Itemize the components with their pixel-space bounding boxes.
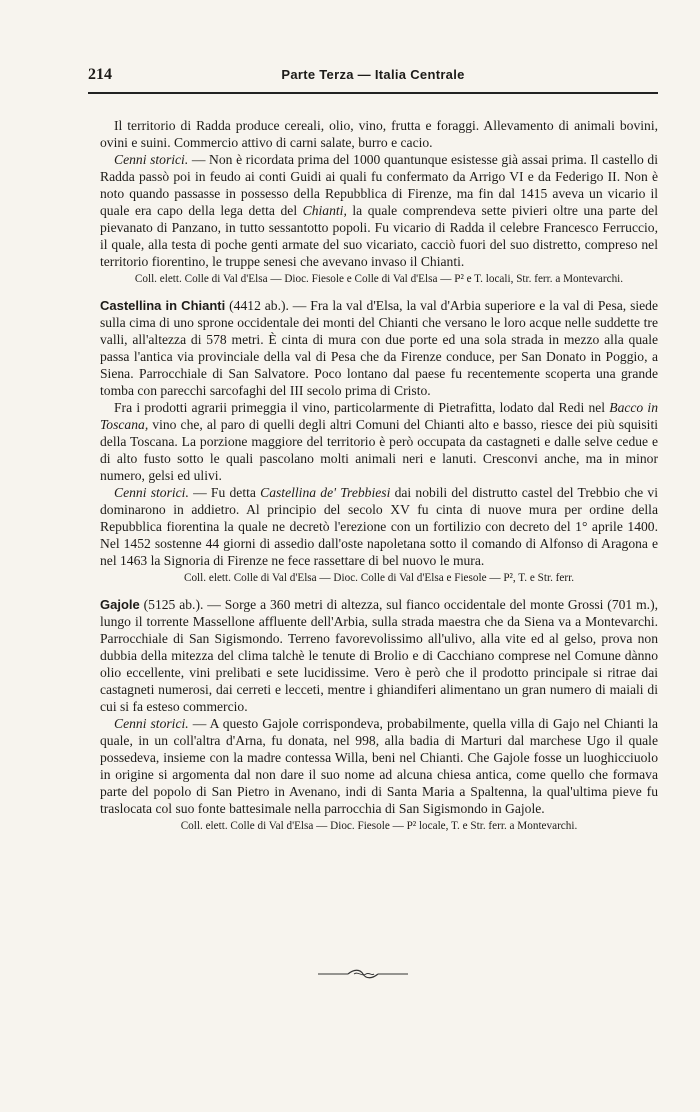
gajole-history-paragraph: Cenni storici. — A questo Gajole corrispondeva, probabilmente, quella villa di Gajo nel Chianti la quale, in un coll'altra d'Arna, fu donata, nel 998, alla badia di Marturi dal marchese Ugo il quale possedeva, insieme con la madre contessa Willa, beni nel Chianti. Che Gajole fosse un luoghicciuolo in origine si argomenta dal non dare il suo nome ad alcuna chiesa antica, come quello che formava parte del popolo di San Pietro in Avenano, indi di Santa Maria a Spaltenna, la qual'ultima pieve fu traslocata col suo fonte battesimale nella parrocchia di San Sigismondo in Gajole. (100, 716, 658, 816)
cenni-storici-label: Cenni storici. (114, 716, 189, 731)
radda-history-paragraph: Cenni storici. — Non è ricordata prima del 1000 quantunque esistesse già assai prima. Il castello di Radda passò poi in feudo ai conti Guidi ai quali fu confermato da Arrigo VI e da Federigo II. Non è noto quando passasse in possesso della Repubblica di Firenze, ma fin dal 1415 aveva un vicario il quale era capo della lega detta del Chianti, la quale comprendeva sette pivieri oltre una parte del pievanato di Panzano, in tutto sessantotto popoli. Fu vicario di Radda il celebre Francesco Ferruccio, il quale, alla testa di poche genti armate del suo vicariato, cacciò fuori del suo distretto, compreso nel territorio fiorentino, le truppe senesi che avevano invaso il Chianti. (100, 152, 659, 269)
tail-ornament-icon (318, 968, 408, 980)
radda-note: Coll. elett. Colle di Val d'Elsa — Dioc. Fiesole e Colle di Val d'Elsa — P² e T. locali, Str. ferr. a Montevarchi. (134, 273, 624, 285)
castellina-paragraph: Castellina in Chianti (4412 ab.). — Fra la val d'Elsa, la val d'Arbia superiore e la val di Pesa, siede sulla cima di uno sprone occidentale dei monti del Chianti che versano le loro acque nelle suddette tre valli, all'altezza di 578 metri. È cinta di mura con due porte ed una sola strada in mezzo alla quale passa l'antica via provinciale della val di Pesa che da Firenze conduce, per San Donato in Poggio, a Siena. Parrocchiale di San Salvatore. Poco lontano dal paese fu recentemente scoperta una grande tomba con parecchi sarcofaghi del III secolo prima di Cristo. (100, 298, 658, 398)
castellina-history-paragraph: Cenni storici. — Fu detta Castellina de' Trebbiesi dai nobili del distrutto castel del Trebbio che vi dominarono in addietro. Al principio del secolo XV fu cinta di nuove mura per ordine della Repubblica fiorentina la quale ne decretò l'erezione con un fortilizio con decreto del 1° aprile 1400. Nel 1452 sostenne 44 giorni di assedio dall'oste napoletana sotto il comando di Alfonso di Aragona e nel 1463 la Signoria di Firenze ne fece rassettare di bel nuovo le mura. (100, 485, 658, 568)
castellina-note: Coll. elett. Colle di Val d'Elsa — Dioc. Colle di Val d'Elsa e Fiesole — P², T. e Str. ferr. (184, 572, 574, 584)
page-body (100, 117, 658, 844)
cenni-storici-label: Cenni storici. (114, 485, 189, 500)
gajole-heading: Gajole (100, 597, 140, 612)
castellina-heading: Castellina in Chianti (100, 298, 226, 313)
gajole-note: Coll. elett. Colle di Val d'Elsa — Dioc. Fiesole — P² locale, T. e Str. ferr. a Montevarchi. (180, 820, 578, 832)
castellina-products-paragraph: Fra i prodotti agrarii primeggia il vino, particolarmente di Pietrafitta, lodato dal Redi nel Bacco in Toscana, vino che, al paro di quelli degli altri Comuni del Chianti alto e basso, riesce dei più squisiti della Toscana. La porzione maggiore del territorio è però occupata da castagneti e dalle selve cedue e di alto fusto sotto le quali pascolano molti animali neri e lanuti. Cresconvi anche, ma in minor numero, gelsi ed ulivi. (100, 400, 659, 483)
cenni-storici-label: Cenni storici. (114, 152, 189, 167)
page-number: 214 (88, 66, 112, 83)
page-header (88, 66, 658, 88)
gajole-paragraph: Gajole (5125 ab.). — Sorge a 360 metri di altezza, sul fianco occidentale del monte Grossi (701 m.), lungo il torrente Massellone affluente dell'Arbia, sulla strada maestra che da Siena va a Montevarchi. Parrocchiale di San Sigismondo. Terreno favorevolissimo all'ulivo, alla vite ed al gelso, prova non dubbia della mitezza del clima talchè le tenute di Brolio e di Cacchiano comprese nel Comune dànno olio eccellente, vini prelibati e sete lucidissime. Vero è però che il prodotto principale si ritrae dai castagneti numerosi, dai cerreti e lecceti, mentre i ghiandiferi alimentano un gran numero di maiali di cui si fa esteso commercio. (100, 597, 658, 714)
radda-paragraph: Il territorio di Radda produce cereali, olio, vino, frutta e foraggi. Allevamento di animali bovini, ovini e suini. Commercio attivo di carni salate, burro e cacio. (100, 118, 658, 150)
header-rule (88, 92, 658, 94)
running-title: Parte Terza — Italia Centrale (281, 67, 465, 82)
